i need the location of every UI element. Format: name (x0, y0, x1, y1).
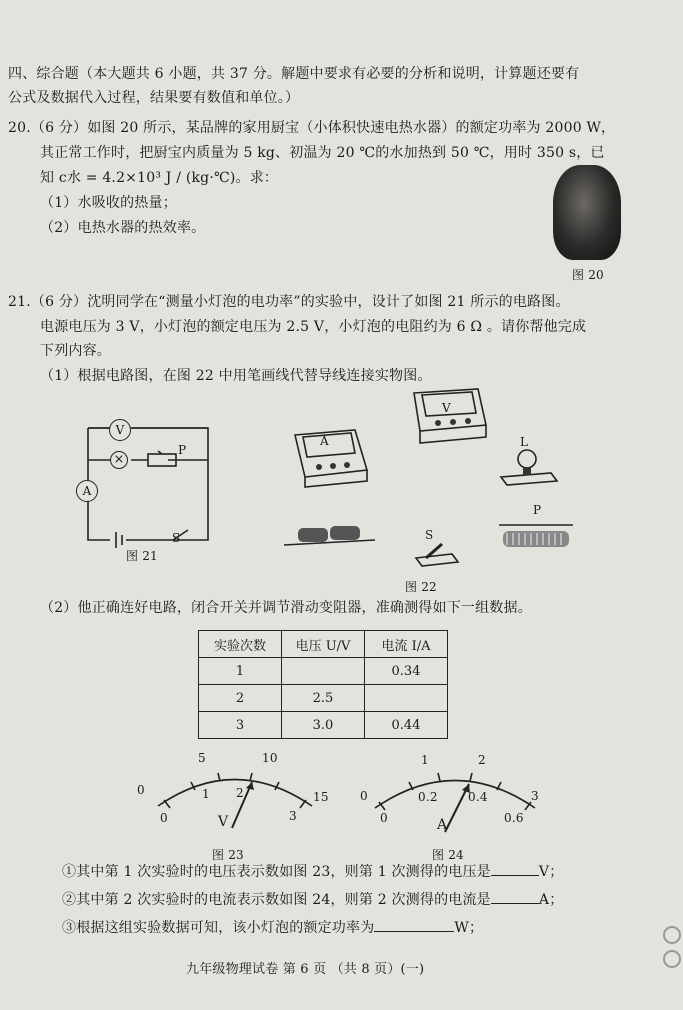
table-cell: 3 (199, 712, 282, 739)
table-row (199, 685, 448, 712)
v-dial-letter: V (218, 814, 229, 830)
ammeter-symbol (76, 480, 98, 502)
table-cell (365, 685, 448, 712)
rheostat-device-label: P (533, 503, 542, 517)
v-outer-right: 15 (313, 790, 329, 804)
v-tick-bottom-1: 1 (202, 787, 210, 801)
table-header: 电流 I/A (365, 631, 448, 658)
switch-label: S (172, 531, 181, 545)
fig20-caption: 图 20 (572, 268, 604, 282)
table-cell: 0.44 (365, 712, 448, 739)
a-tick-bottom-0: 0 (380, 811, 388, 825)
a-tick-bottom-3: 0.6 (504, 811, 524, 825)
voltmeter-device-label: V (442, 401, 451, 415)
table-header-row (199, 631, 448, 658)
question-2-unit: A； (538, 892, 564, 908)
question-3-line (62, 918, 483, 938)
question-3-unit: W； (454, 920, 484, 936)
data-table (198, 630, 448, 739)
fig24-caption: 图 24 (432, 848, 464, 862)
voltmeter-dial-fig23 (140, 748, 330, 838)
question-1-line (62, 862, 563, 882)
binding-ring-icon (663, 926, 681, 944)
q20-sub1: （1）水吸收的热量； (40, 195, 177, 211)
question-1-unit: V； (538, 864, 564, 880)
fig21-caption: 图 21 (126, 549, 158, 563)
q21-line3: 下列内容。 (40, 343, 111, 359)
table-cell: 1 (199, 658, 282, 685)
voltmeter-label: V (115, 423, 125, 437)
lamp-label: L (520, 435, 529, 449)
question-2-line (62, 890, 563, 910)
section-title: 四、综合题（本大题共 6 小题，共 37 分。解题中要求有必要的分析和说明，计算题还要有 (8, 66, 580, 82)
table-row (199, 658, 448, 685)
ammeter-device (285, 415, 375, 490)
q20-line1: 20.（6 分）如图 20 所示，某品牌的家用厨宝（小体积快速电热水器）的额定功率为 2000 W， (8, 120, 616, 136)
ammeter-label: A (82, 484, 92, 498)
a-tick-top-2: 2 (478, 753, 486, 767)
q21-line2: 电源电压为 3 V，小灯泡的额定电压为 2.5 V，小灯泡的电阻约为 6 Ω 。请你帮他完成 (40, 319, 587, 335)
question-1-text: ①其中第 1 次实验时的电压表示数如图 23，则第 1 次测得的电压是 (62, 864, 491, 880)
table-header: 实验次数 (199, 631, 282, 658)
rheostat-device (493, 515, 583, 555)
v-tick-bottom-2: 2 (236, 786, 244, 800)
v-tick-bottom-0: 0 (160, 811, 168, 825)
question-2-text: ②其中第 2 次实验时的电流表示数如图 24，则第 2 次测得的电流是 (62, 892, 491, 908)
q20-sub2: （2）电热水器的热效率。 (40, 220, 206, 236)
q20-line2: 其正常工作时，把厨宝内质量为 5 kg、初温为 20 ℃的水加热到 50 ℃，用时 350 s，已 (40, 145, 605, 161)
a-tick-bottom-2: 0.4 (468, 790, 488, 804)
lamp-symbol: × (110, 451, 128, 469)
table-cell: 3.0 (282, 712, 365, 739)
table-cell: 0.34 (365, 658, 448, 685)
page-footer: 九年级物理试卷 第 6 页 （共 8 页）(一) (186, 962, 425, 977)
ammeter-device-label: A (320, 434, 329, 448)
table-cell (282, 658, 365, 685)
battery-device (280, 520, 385, 555)
switch-device (412, 540, 462, 570)
section-title-cont: 公式及数据代入过程，结果要有数值和单位。） (8, 90, 300, 106)
v-tick-bottom-3: 3 (289, 809, 297, 823)
voltmeter-device (408, 385, 493, 457)
voltmeter-symbol (109, 419, 131, 441)
table-row (199, 712, 448, 739)
a-outer-right: 3 (531, 789, 539, 803)
q21-line1: 21.（6 分）沈明同学在“测量小灯泡的电功率”的实验中，设计了如图 21 所示的电路图。 (8, 294, 570, 310)
answer-blank-1[interactable] (491, 875, 539, 876)
binding-ring-icon (663, 950, 681, 968)
q21-part2: （2）他正确连好电路，闭合开关并调节滑动变阻器，准确测得如下一组数据。 (40, 600, 532, 616)
lamp-device (495, 445, 565, 490)
q20-line3: 知 c水 = 4.2×10³ J / (kg·℃)。求： (40, 170, 279, 186)
v-tick-top-2: 10 (262, 751, 278, 765)
a-tick-top-1: 1 (421, 753, 429, 767)
fig23-caption: 图 23 (212, 848, 244, 862)
rheostat-label: P (178, 443, 187, 457)
question-3-text: ③根据这组实验数据可知，该小灯泡的额定功率为 (62, 920, 375, 936)
answer-blank-2[interactable] (491, 903, 539, 904)
v-tick-top-1: 5 (198, 751, 206, 765)
fig22-caption: 图 22 (405, 580, 437, 594)
figure-20-photo (553, 165, 621, 260)
table-cell: 2.5 (282, 685, 365, 712)
switch-device-label: S (425, 528, 434, 542)
v-outer-left: 0 (137, 783, 145, 797)
table-header: 电压 U/V (282, 631, 365, 658)
table-cell: 2 (199, 685, 282, 712)
a-tick-bottom-1: 0.2 (418, 790, 438, 804)
a-outer-left: 0 (360, 789, 368, 803)
circuit-diagram-fig21 (68, 418, 228, 538)
a-dial-letter: A (437, 817, 448, 833)
answer-blank-3[interactable] (374, 931, 454, 932)
q21-part1: （1）根据电路图，在图 22 中用笔画线代替导线连接实物图。 (40, 368, 432, 384)
